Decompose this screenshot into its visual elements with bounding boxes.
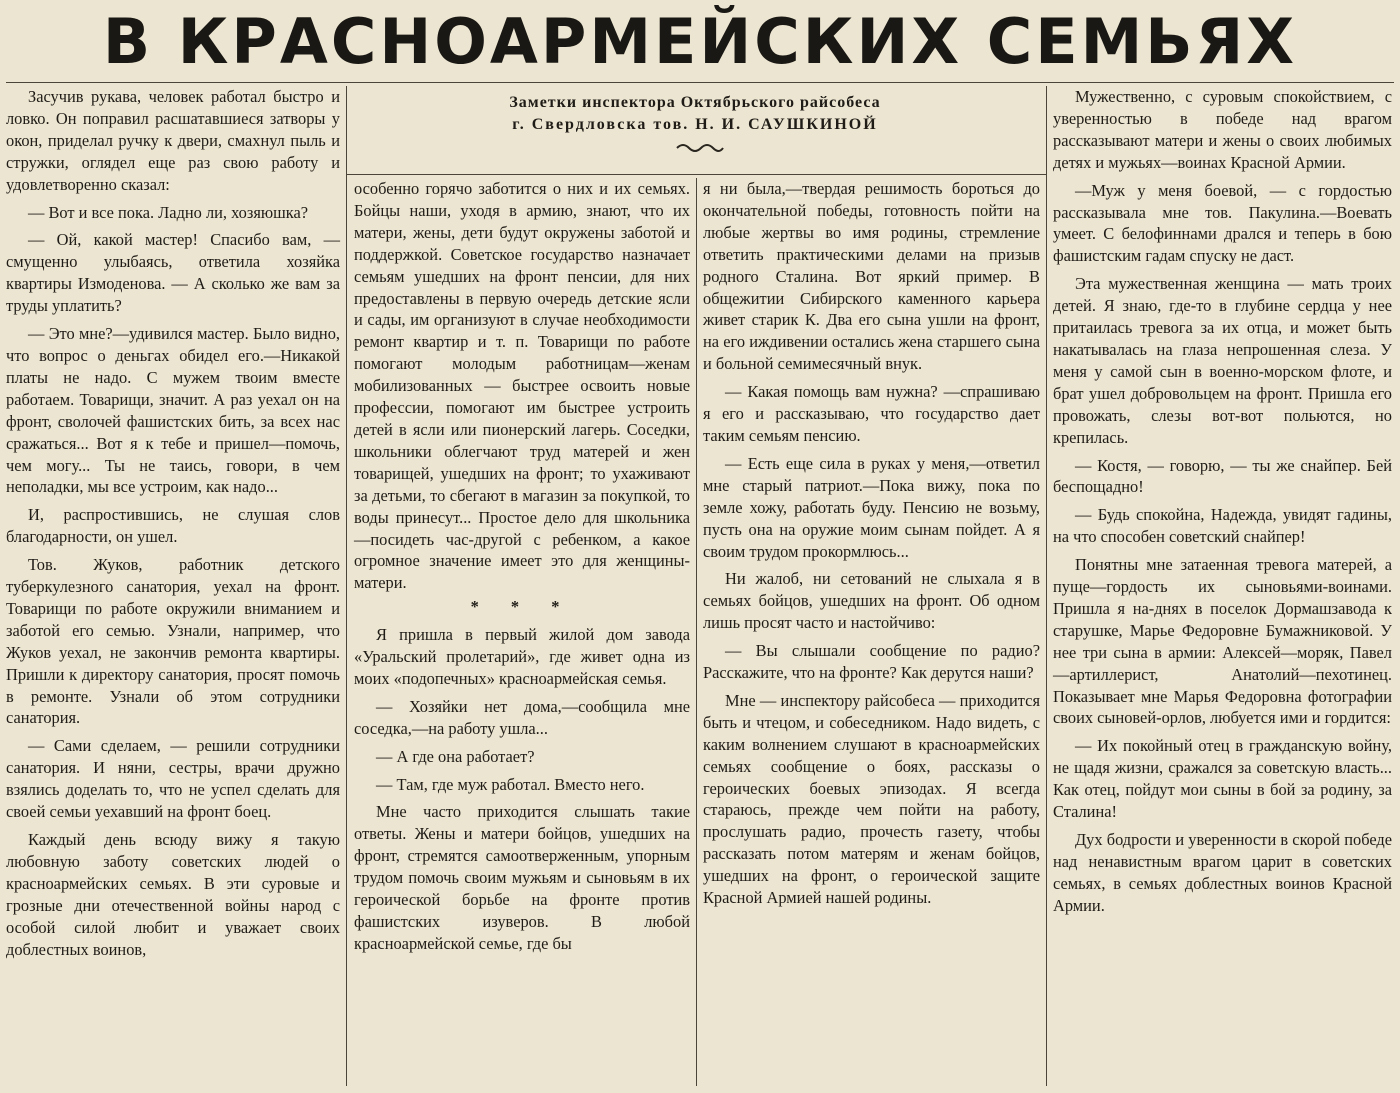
paragraph: — Какая помощь вам нужна? —спрашиваю я его и рассказываю, что государство дает таким семьям пенсию. <box>703 382 1040 445</box>
paragraph: — Вы слышали сообщение по радио? Расскажите, что на фронте? Как дерутся наши? <box>703 641 1040 683</box>
paragraph: — Вот и все пока. Ладно ли, хозяюшка? <box>28 202 309 222</box>
paragraph: — Их покойный отец в гражданскую войну, не щадя жизни, сражался за советскую власть... Как отец, пойдут мои сыны в бой за родину, за Сталина! <box>1053 736 1392 822</box>
byline-rule <box>347 174 1046 175</box>
column-1 <box>6 86 340 960</box>
byline-line-2: г. Свердловска тов. Н. И. САУШКИНОЙ <box>512 116 878 133</box>
paragraph: Понятны мне затаенная тревога матерей, а пуще—гордость их сыновьями-воинами. Пришла я на-днях в поселок Дормашзавода к старушке, Марье Федоровне Бумажниковой. У нее три сына в армии: Алексей—моряк, Павел—артиллерист, Анатолий—пехотинец. Показывает мне Марья Федоровна фотографии своих сыновей-орлов, любуется ими и гордится: <box>1053 555 1392 728</box>
paragraph: —Муж у меня боевой, — с гордостью рассказывала мне тов. Пакулина.—Воевать умеет. С белофиннами дрался и теперь в бою фашистским гадам спуску не даст. <box>1053 180 1392 266</box>
paragraph: — Костя, — говорю, — ты же снайпер. Бей беспощадно! <box>1053 455 1392 497</box>
byline <box>350 92 1040 136</box>
byline-line-1: Заметки инспектора Октябрьского райсобеса <box>509 94 881 111</box>
headline-rule <box>6 82 1394 83</box>
paragraph: Я пришла в первый жилой дом завода «Уральский пролетарий», где живет одна из моих «подопечных» красноармейская семья. <box>354 625 690 688</box>
column-rule-2 <box>696 178 697 1086</box>
paragraph: Дух бодрости и уверенности в скорой победе над ненавистным врагом царит в советских семьях, в семьях доблестных воинов Красной Армии. <box>1053 830 1392 915</box>
paragraph: — А где она работает? <box>376 746 535 766</box>
headline: В КРАСНОАРМЕЙСКИХ СЕМЬЯХ <box>102 5 1298 78</box>
ornament-divider <box>675 140 725 154</box>
paragraph: — Это мне?—удивился мастер. Было видно, что вопрос о деньгах обидел его.—Никакой платы не надо. С мужем твоим вместе работаем. Товарищи, значит. А раз уехал он на фронт, сволочей фашистских бить, за всех нас сражаться... Вот я к тебе и пришел—помочь, чем могу... Ты не таись, говори, в чем неполадки, мы все устроим, как надо... <box>6 324 340 497</box>
paragraph: И, распростившись, не слушая слов благодарности, он ушел. <box>6 505 340 547</box>
paragraph: Мужественно, с суровым спокойствием, с уверенностью в победе над врагом рассказывают матери и жены о своих любимых детях и мужьях—воинах Красной Армии. <box>1053 87 1392 172</box>
paragraph: Засучив рукава, человек работал быстро и ловко. Он поправил расшатавшиеся затворы у окон, приделал ручку к двери, смахнул пыль и стружки, оглядел еще раз свою работу и удовлетворенно сказал: <box>6 87 340 194</box>
column-2 <box>354 178 690 955</box>
paragraph: Мне часто приходится слышать такие ответы. Жены и матери бойцов, ушедших на фронт, стремятся самоотверженным, упорным трудом помочь своим мужьям и сыновьям в их героической борьбе на фронте против фашистских изуверов. В любой красноармейской семье, где бы <box>354 802 690 953</box>
paragraph: — Хозяйки нет дома,—сообщила мне соседка,—на работу ушла... <box>354 696 690 738</box>
column-rule-3 <box>1046 86 1047 1086</box>
paragraph: — Там, где муж работал. Вместо него. <box>376 774 645 794</box>
paragraph: Каждый день всюду вижу я такую любовную заботу советских людей о красноармейских семьях. В эти суровые и грозные дни отечественной войны народ с особой силой любит и уважает своих доблестных воинов, <box>6 830 340 959</box>
paragraph: — Ой, какой мастер! Спасибо вам, —смущенно улыбаясь, ответила хозяйка квартиры Измоденова. — А сколько же вам за труды уплатить? <box>6 230 340 316</box>
paragraph: я ни была,—твердая решимость бороться до окончательной победы, готовность пойти на любые жертвы во имя родины, стремление ответить практическими делами на призыв родного Сталина. Вот яркий пример. В общежитии Сибирского каменного карьера живет старик К. Два его сына ушли на фронт, на его иждивении остались жена старшего сына и больной семимесячный внук. <box>703 179 1040 374</box>
paragraph: — Сами сделаем, — решили сотрудники санатория. И няни, сестры, врачи дружно взялись доделать то, что не успел сделать для своей семьи уехавший на фронт боец. <box>6 736 340 822</box>
section-separator: * * * <box>470 597 574 617</box>
column-3 <box>703 178 1040 909</box>
column-rule-1 <box>346 86 347 1086</box>
paragraph: Тов. Жуков, работник детского туберкулезного санатория, уехал на фронт. Товарищи по работе окружили вниманием и заботой его семью. Узнали, например, что Жуков уехал, не закончив ремонта квартиры. Пришли к директору санатория, просят помочь в ремонте. Узнали об этом сотрудники санатория. <box>6 555 340 728</box>
paragraph: — Есть еще сила в руках у меня,—ответил мне старый патриот.—Пока вижу, пока по земле хожу, работать буду. Пенсию не возьму, пусть она на оружие моим сынам пойдет. А я своим трудом прокормлюсь... <box>703 453 1040 561</box>
paragraph: — Будь спокойна, Надежда, увидят гадины, на что способен советский снайпер! <box>1053 505 1392 547</box>
paragraph: Мне — инспектору райсобеса — приходится быть и чтецом, и собеседником. Надо видеть, с каким волнением слушают в красноармейских семьях сообщение о боях, рассказы о героических боевых эпизодах. Я всегда стараюсь, прежде чем пойти на работу, прослушать радио, прочесть газету, чтобы рассказать потом матерям и женам бойцов, ушедших на фронт, о героической защите Красной Армией нашей родины. <box>703 690 1040 908</box>
paragraph: Ни жалоб, ни сетований не слыхала я в семьях бойцов, ушедших на фронт. Об одном лишь просят часто и настойчиво: <box>703 569 1040 633</box>
paragraph: Эта мужественная женщина — мать троих детей. Я знаю, где-то в глубине сердца у нее притаилась тревога за их отца, и может быть накатывалась на глаза непрошенная слеза. У меня у самой сын в военно-морском флоте, и брат ушел добровольцем на фронт. Пришла его провожать, слезы вот-вот польются, но крепилась. <box>1053 274 1392 447</box>
column-4 <box>1053 86 1392 917</box>
paragraph: особенно горячо заботится о них и их семьях. Бойцы наши, уходя в армию, знают, что их матери, жены, дети будут окружены заботой и поддержкой. Советское государство назначает семьям ушедших на фронт пенсии, для них предоставлены в первую очередь детские ясли и сады, им организуют в случае необходимости ремонт квартир и т. п. Товарищи по работе помогают молодым работницам—женам мобилизованных — быстрее освоить новые профессии, помогают им быстрее устроить детей в ясли или пионерский лагерь. Соседки, школьники облегчают труд матерей и жен товарищей, ушедших на фронт; то ухаживают за детьми, то сбегают в магазин за покупкой, то воды принесут... Простое дело для школьника—посидеть час-другой с ребенком, а какое огромное значение имеет это для женщины-матери. <box>354 179 690 593</box>
